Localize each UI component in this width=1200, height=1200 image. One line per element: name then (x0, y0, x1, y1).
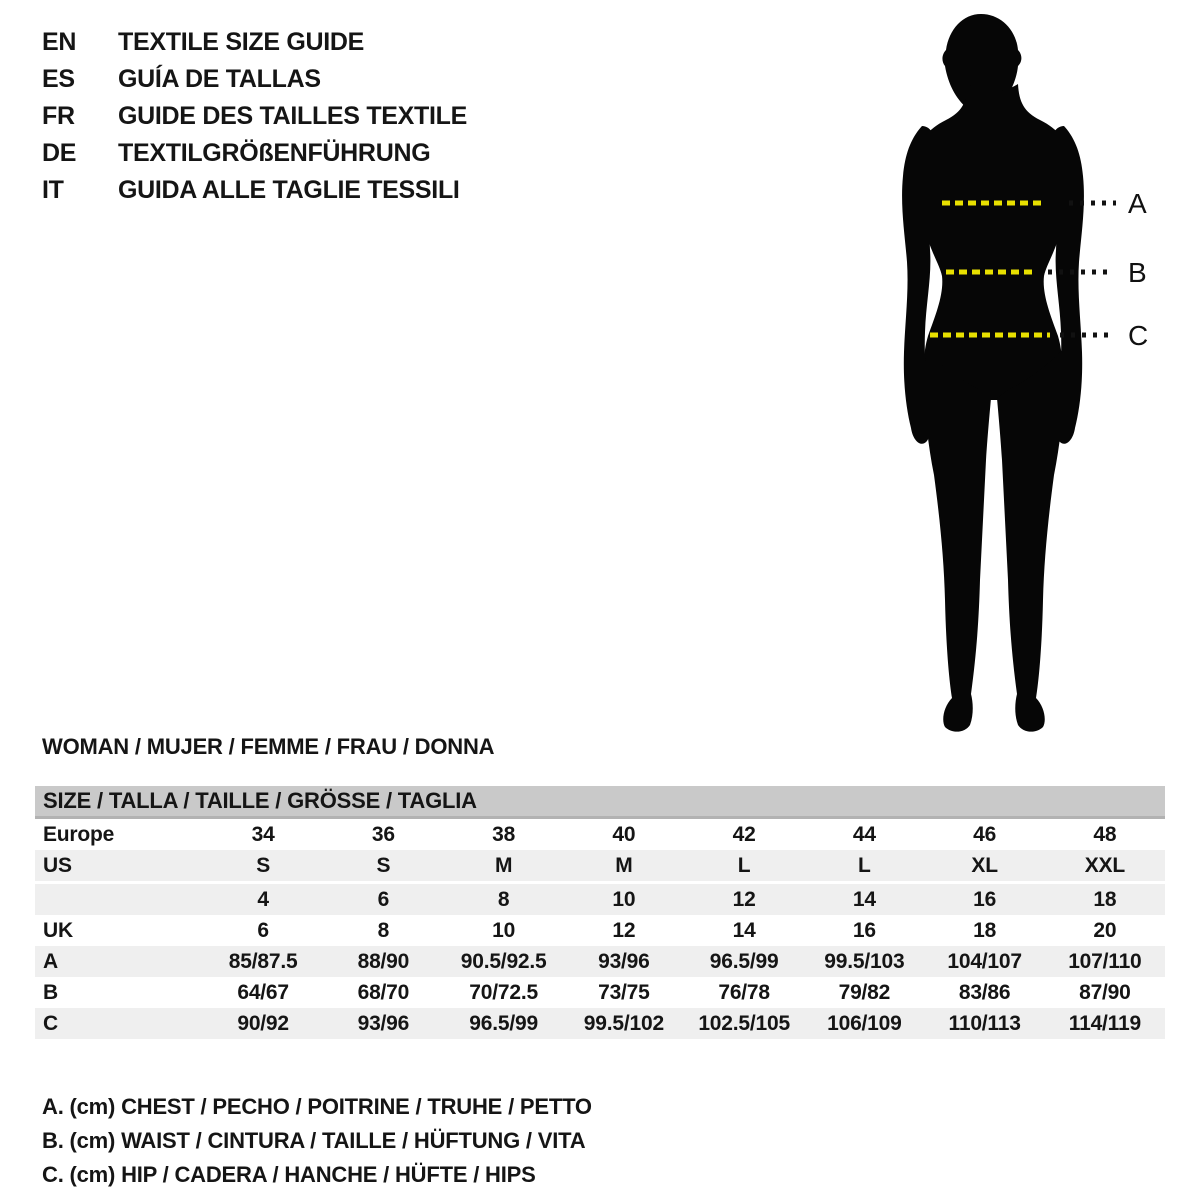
size-cell: 70/72.5 (469, 981, 538, 1004)
size-cell: 6 (257, 919, 269, 942)
silhouette-right-leg (997, 350, 1064, 732)
size-cell: 40 (612, 823, 636, 846)
size-cell: L (858, 854, 871, 877)
size-cell: 83/86 (958, 981, 1011, 1004)
section-title-woman: WOMAN / MUJER / FEMME / FRAU / DONNA (42, 734, 495, 759)
size-cell: 8 (497, 888, 510, 911)
size-cell: 20 (1093, 919, 1117, 942)
size-cell: 34 (251, 823, 275, 846)
size-cell: 16 (973, 888, 997, 911)
language-code: DE (42, 139, 77, 167)
language-code: EN (42, 28, 77, 56)
size-cell: 44 (852, 823, 876, 846)
size-cell: 6 (377, 888, 390, 911)
size-table-row (35, 819, 1165, 850)
size-cell: 96.5/99 (709, 950, 779, 973)
size-cell: 38 (492, 823, 516, 846)
size-row-label: A (43, 950, 58, 973)
size-row-label: B (43, 981, 58, 1004)
size-cell: 114/119 (1068, 1012, 1141, 1035)
size-row-label: Europe (43, 823, 115, 846)
legend (42, 1090, 592, 1192)
size-cell: 90.5/92.5 (460, 950, 547, 973)
size-cell: 16 (852, 919, 876, 942)
language-label: GUIDE DES TAILLES TEXTILE (118, 102, 468, 130)
size-table-row (35, 946, 1165, 977)
size-cell: 93/96 (357, 1012, 410, 1035)
size-cell: 46 (973, 823, 997, 846)
woman-silhouette-figure (880, 0, 1200, 740)
size-table-row (35, 1008, 1165, 1039)
size-cell: 12 (612, 919, 636, 942)
size-cell: 106/109 (827, 1012, 902, 1035)
marker-label-waist: B (1128, 257, 1147, 288)
size-cell: 107/110 (1068, 950, 1142, 973)
size-cell: 88/90 (357, 950, 410, 973)
size-cell: 48 (1093, 823, 1117, 846)
size-table-row (35, 915, 1165, 946)
size-cell: 104/107 (947, 950, 1022, 973)
size-cell: 87/90 (1079, 981, 1131, 1004)
silhouette-shapes (902, 14, 1084, 732)
size-cell: 14 (732, 919, 756, 942)
size-cell: 18 (1093, 888, 1117, 911)
legend-line: C. (cm) HIP / CADERA / HANCHE / HÜFTE / HIPS (42, 1162, 536, 1187)
size-table-rows (35, 819, 1165, 1039)
language-row (42, 135, 467, 172)
language-title-list (42, 24, 467, 209)
silhouette-torso (915, 84, 1071, 400)
size-cell: 12 (732, 888, 756, 911)
language-code: ES (42, 65, 75, 93)
size-cell: L (737, 854, 751, 877)
legend-line: A. (cm) CHEST / PECHO / POITRINE / TRUHE / PETTO (42, 1094, 592, 1119)
size-cell: 73/75 (598, 981, 650, 1004)
language-row (42, 172, 467, 209)
marker-label-hip: C (1128, 320, 1149, 351)
woman-silhouette-svg (880, 0, 1200, 740)
language-code: IT (42, 176, 64, 204)
size-cell: M (494, 854, 513, 877)
size-table-row (35, 881, 1165, 915)
language-label: GUIDA ALLE TAGLIE TESSILI (118, 176, 460, 204)
size-cell: 76/78 (718, 981, 770, 1004)
size-table-header: SIZE / TALLA / TAILLE / GRÖSSE / TAGLIA (35, 786, 1165, 819)
language-label: GUÍA DE TALLAS (118, 65, 321, 93)
size-cell: 4 (257, 888, 269, 911)
size-table (35, 786, 1165, 1039)
size-cell: 68/70 (357, 981, 410, 1004)
size-cell: 79/82 (838, 981, 891, 1004)
size-cell: 99.5/102 (583, 1012, 664, 1035)
size-cell: 10 (492, 919, 516, 942)
language-label: TEXTILE SIZE GUIDE (118, 28, 365, 56)
size-cell: 93/96 (598, 950, 650, 973)
language-row (42, 24, 467, 61)
language-row (42, 61, 467, 98)
legend-line: B. (cm) WAIST / CINTURA / TAILLE / HÜFTUNG / VITA (42, 1128, 586, 1153)
language-code: FR (42, 102, 75, 130)
size-cell: XXL (1084, 854, 1125, 877)
size-table-row (35, 977, 1165, 1008)
size-cell: 110/113 (948, 1012, 1021, 1035)
size-cell: 14 (852, 888, 876, 911)
size-row-label: US (43, 854, 72, 877)
size-cell: XL (971, 854, 998, 877)
size-cell: 90/92 (237, 1012, 289, 1035)
size-cell: S (376, 854, 391, 877)
size-cell: 10 (612, 888, 636, 911)
size-row-label: C (43, 1012, 58, 1035)
size-cell: M (615, 854, 633, 877)
marker-label-chest: A (1128, 188, 1147, 219)
size-cell: 102.5/105 (698, 1012, 790, 1035)
size-cell: 8 (377, 919, 390, 942)
size-cell: 42 (732, 823, 756, 846)
size-cell: 18 (973, 919, 997, 942)
size-cell: S (256, 854, 271, 877)
size-cell: 99.5/103 (824, 950, 905, 973)
size-cell: 64/67 (237, 981, 289, 1004)
size-cell: 36 (371, 823, 395, 846)
size-cell: 85/87.5 (228, 950, 298, 973)
language-row (42, 98, 467, 135)
size-table-row (35, 850, 1165, 881)
size-row-label: UK (43, 919, 73, 942)
language-label: TEXTILGRÖßENFÜHRUNG (118, 139, 431, 167)
size-cell: 96.5/99 (469, 1012, 538, 1035)
size-row-label (35, 884, 203, 915)
silhouette-left-leg (924, 350, 991, 732)
